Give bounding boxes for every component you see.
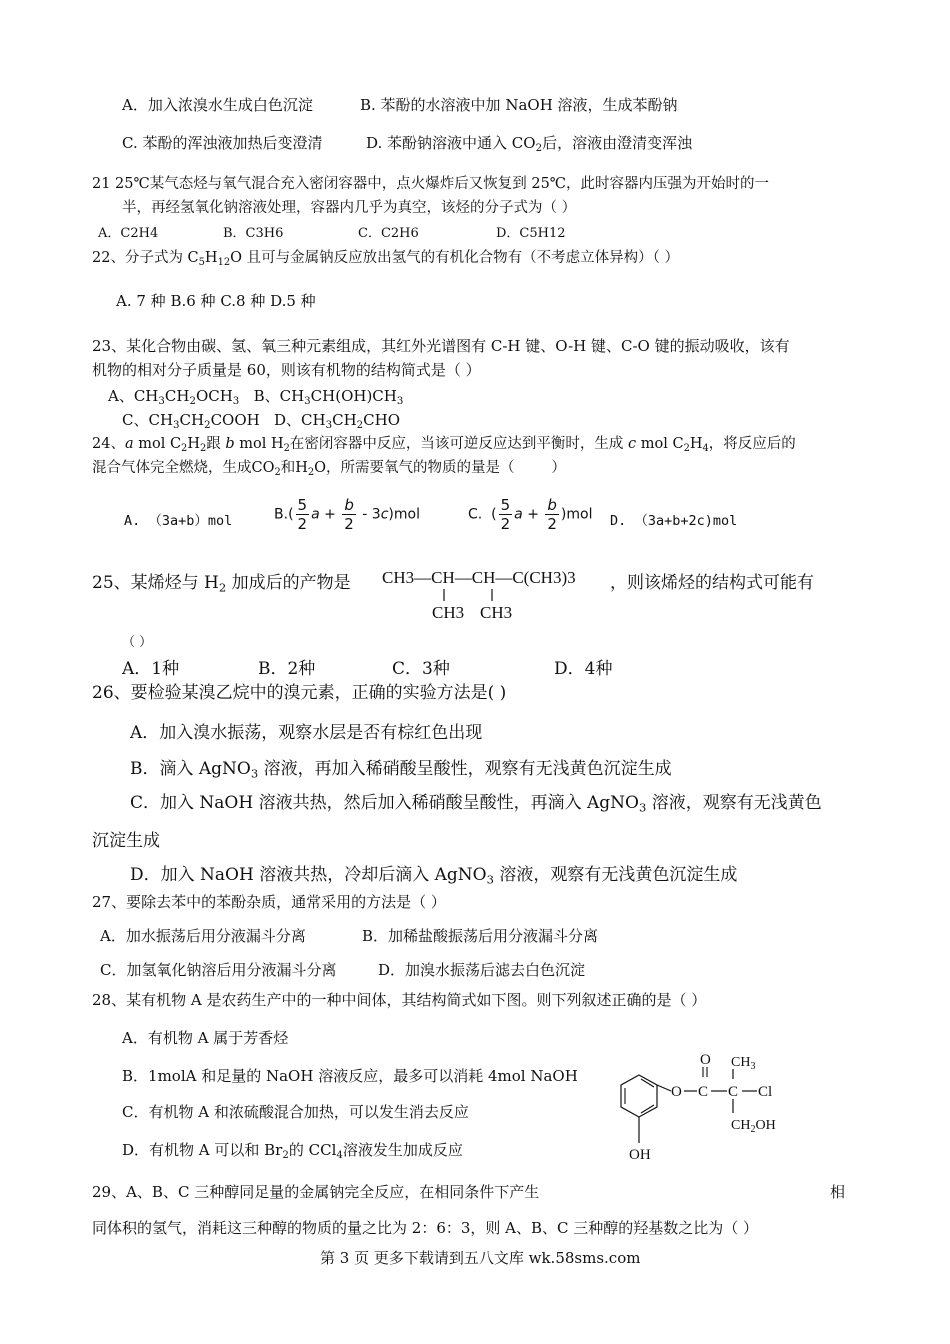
- cl-label: Cl: [758, 1084, 773, 1100]
- q20-option-a: A．加入浓溴水生成白色沉淀: [122, 96, 313, 114]
- benzene-ring-main: [621, 1075, 657, 1117]
- ch3-label: $CH_3$: [731, 1055, 756, 1072]
- q26-stem: 26、要检验某溴乙烷中的溴元素，正确的实验方法是( ): [92, 683, 507, 703]
- ch2oh-label: $CH_2OH$: [731, 1118, 776, 1135]
- ester-o-label: O: [671, 1084, 682, 1100]
- q23-options-cd: C、$CH_3CH_2COOH$ D、$CH_3CH_2CHO$: [122, 411, 401, 432]
- q23-options-ab: A、$CH_3CH_2OCH_3$ B、$CH_3CH(OH)CH_3$: [108, 387, 404, 408]
- q22-stem: 22、分子式为 $C_5H_{12}O$ 且可与金属钠反应放出氢气的有机化合物有（不考虑立体异构）（ ）: [92, 250, 679, 268]
- page-footer: 第 3 页 更多下载请到五八文库 wk.58sms.com: [320, 1249, 641, 1267]
- q27-option-d: D．加溴水振荡后滤去白色沉淀: [378, 961, 586, 979]
- q25-stem-tail: ，则该烯烃的结构式可能有: [610, 573, 814, 593]
- q20-option-c: C. 苯酚的浑浊液加热后变澄清: [122, 134, 323, 152]
- q21-option-c: C．C2H6: [358, 226, 419, 241]
- q25-paren: （ ）: [122, 635, 153, 650]
- q24-option-c: C. ( $\frac{5}{2}$ a + $\frac{b}{2}$ )mol: [468, 496, 593, 533]
- q23-stem-line2: 机物的相对分子质量是 60，则该有机物的结构简式是（ ）: [92, 361, 481, 379]
- q21-option-a: A．C2H4: [98, 226, 159, 241]
- q21-stem-line1: 21 25℃某气态烃与氧气混合充入密闭容器中，点火爆炸后又恢复到 25℃，此时容器内压强为开始时的一: [92, 176, 770, 192]
- q29-stem-line1: 29、A、B、C 三种醇同足量的金属钠完全反应，在相同条件下产生: [92, 1183, 540, 1201]
- q28-structure-diagram: [605, 1045, 805, 1175]
- q25-product-formula: [380, 560, 605, 628]
- q25-formula-sub1: CH3: [432, 603, 465, 622]
- q24-stem-line1: 24、a mol $C_2H_2$跟 b mol $H_2$在密闭容器中反应，当该可逆反应达到平衡时，生成 c mol $C_2H_4$，将反应后的: [92, 436, 796, 454]
- q25-option-a: A．1种: [122, 659, 180, 679]
- q21-option-d: D．C5H12: [496, 226, 566, 241]
- q26-option-c-line2: 沉淀生成: [92, 831, 160, 851]
- carbonyl-o-label: O: [700, 1052, 711, 1068]
- q26-option-b: B．滴入 AgNO$_3$ 溶液，再加入稀硝酸呈酸性，观察有无浅黄色沉淀生成: [130, 759, 672, 781]
- q22-options: A. 7 种 B.6 种 C.8 种 D.5 种: [116, 292, 316, 310]
- q26-option-c-line1: C．加入 NaOH 溶液共热，然后加入稀硝酸呈酸性，再滴入 AgNO$_3$ 溶液，观察有无浅黄色: [130, 793, 822, 815]
- oh-label: OH: [629, 1147, 651, 1163]
- carbonyl-c-label: C: [698, 1084, 709, 1100]
- q23-stem-line1: 23、某化合物由碳、氢、氧三种元素组成，其红外光谱图有 C-H 键、O-H 键、C-O 键的振动吸收，该有: [92, 337, 790, 355]
- q21-stem-line2: 半，再经氢氧化钠溶液处理，容器内几乎为真空，该烃的分子式为（ ）: [122, 200, 577, 216]
- q27-option-b: B．加稀盐酸振荡后用分液漏斗分离: [362, 927, 599, 945]
- q24-option-d: D. （3a+b+2c)mol: [610, 513, 738, 529]
- q28-option-d: D．有机物 A 可以和 $Br_2$的 CCl$_4$溶液发生加成反应: [122, 1141, 463, 1162]
- q24-option-a: A. （3a+b）mol: [124, 513, 233, 529]
- q27-option-c: C．加氢氧化钠溶后用分液漏斗分离: [100, 961, 337, 979]
- q27-stem: 27、要除去苯中的苯酚杂质，通常采用的方法是（ ）: [92, 893, 446, 911]
- q24-option-b: B.( $\frac{5}{2}$ a + $\frac{b}{2}$ - 3c)mol: [274, 496, 420, 533]
- q21-option-b: B．C3H6: [223, 226, 284, 241]
- q25-stem: 25、某烯烃与 $H_2$ 加成后的产物是: [92, 573, 351, 595]
- q20-option-b: B. 苯酚的水溶液中加 NaOH 溶液，生成苯酚钠: [360, 96, 678, 114]
- q28-option-c: C．有机物 A 和浓硫酸混合加热，可以发生消去反应: [122, 1103, 469, 1121]
- q25-formula-main: CH3—CH—CH—C(CH3)3: [382, 568, 576, 587]
- q28-option-a: A．有机物 A 属于芳香烃: [122, 1029, 289, 1047]
- q25-option-d: D．4种: [554, 659, 613, 679]
- q24-stem-line2: 混合气体完全燃烧，生成$CO_2$和$H_2O$，所需要氧气的物质的量是（ ）: [92, 460, 566, 478]
- q20-option-d: D. 苯酚钠溶液中通入 $CO_2$后，溶液由澄清变浑浊: [366, 134, 693, 155]
- quaternary-c-label: C: [728, 1084, 739, 1100]
- q28-option-b: B．1molA 和足量的 NaOH 溶液反应，最多可以消耗 4mol NaOH: [122, 1067, 578, 1085]
- q25-formula-sub2: CH3: [480, 603, 513, 622]
- q29-stem-line1-end: 相: [830, 1183, 846, 1201]
- q26-option-a: A．加入溴水振荡，观察水层是否有棕红色出现: [130, 723, 483, 743]
- q28-stem: 28、某有机物 A 是农药生产中的一种中间体，其结构简式如下图。则下列叙述正确的是（ ）: [92, 991, 707, 1009]
- q29-stem-line2: 同体积的氢气，消耗这三种醇的物质的量之比为 2：6：3，则 A、B、C 三种醇的羟基数之比为（ ）: [92, 1219, 759, 1237]
- q25-option-b: B．2种: [258, 659, 316, 679]
- q26-option-d: D．加入 NaOH 溶液共热，冷却后滴入 AgNO$_3$ 溶液，观察有无浅黄色沉淀生成: [130, 865, 738, 887]
- q27-option-a: A．加水振荡后用分液漏斗分离: [100, 927, 306, 945]
- q25-option-c: C．3种: [392, 659, 450, 679]
